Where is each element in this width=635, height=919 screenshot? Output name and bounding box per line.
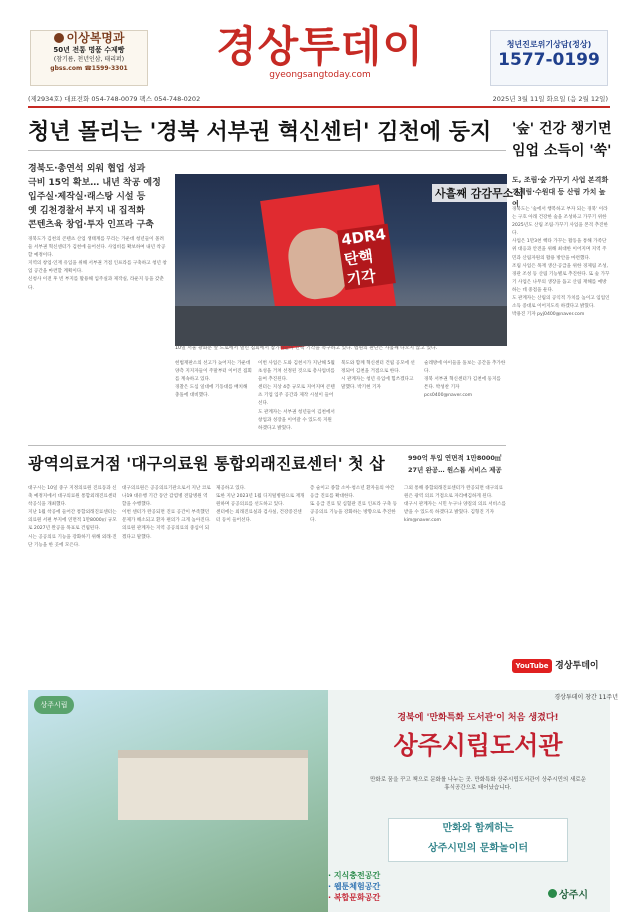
- second-col1: [28, 485, 118, 680]
- ad-title: 상주시립도서관: [393, 731, 563, 760]
- sangju-logo-text: 상주시: [559, 890, 588, 901]
- paragraph: 이번 센터가 완공되면 진료 공간이 부족했던 문제가 해소되고 환자 편의가 크게 높아진다.: [122, 510, 211, 524]
- lead-body-col4: [341, 360, 419, 440]
- side-subhead-line: 경제림·수원대 등 산림 가치 높여: [512, 188, 606, 208]
- lead-body-col1: [28, 236, 168, 436]
- paragraph: 시는 공공의료 기능을 강화하기 위해 외래·진단 기능을 한 곳에 모은다.: [28, 534, 117, 548]
- ad-stamp: 상주시립: [34, 696, 74, 714]
- ad-feature: · 지식충전공간: [328, 871, 381, 880]
- masthead-url[interactable]: gyeongsangtoday.com: [269, 70, 371, 80]
- photo-label: 사흘째 감감무소식: [432, 184, 527, 202]
- ad-products: (참기름, 천년인삼, 태리퍼): [53, 56, 125, 63]
- paragraph: 헌법재판소의 선고가 늦어지는 가운데 양측 지지자들이 주말부터 이어진 집회를 계속하고 있다.: [175, 361, 252, 383]
- lead-headline: 청년 몰리는 '경북 서부권 혁신센터' 김천에 둥지: [28, 120, 492, 145]
- paragraph: 경찰은 도심 일대에 기동대를 배치해 충돌에 대비했다.: [175, 385, 248, 399]
- ad-kicker: 경북에 '만화특화 도서관'이 처음 생겼다!: [397, 713, 559, 723]
- paragraph: 지역의 창업·인재 유입을 위해 서부권 거점 인프라를 구축하고 청년 창업 공간을 마련할 계획이다.: [28, 261, 167, 275]
- paragraph: 북도와 함께 혁신센터 건립 공모에 선정되어 김천을 거점으로 한다.: [341, 361, 415, 375]
- ad-tagline: 50년 전통 명품 수제빵: [53, 46, 125, 54]
- youtube-label: 경상투데이: [555, 661, 599, 671]
- paragraph: 이번 사업은 도와 김천시가 지난해 5월 초성을 거쳐 선정된 것으로 총사업비를 들여 추진된다.: [258, 361, 335, 383]
- paragraph: 도 관계자는 산림의 공익적 가치를 높이고 임업인 소득 증대로 이어지도록 하겠다고 밝혔다.: [512, 296, 610, 310]
- second-subhead-line: 990억 투입 연면적 1만8000㎡: [408, 454, 502, 462]
- paragraph: 대구의료원은 공공의료기관으로서 지난 코로나19 대유행 기간 동안 감염병 전담병원 역할을 수행했다.: [122, 486, 211, 508]
- lead-subhead-line: 옛 김천경찰서 부지 내 집적화: [28, 206, 145, 216]
- issue-strip: [28, 92, 608, 106]
- ad-feature-list: [328, 870, 380, 903]
- youtube-banner[interactable]: [512, 655, 610, 677]
- lead-subhead-line: 콘텐츠육 창업·투자 인프라 구축: [28, 220, 154, 230]
- lead-subhead-line: 입주실·제작실·래스탕 시설 등: [28, 192, 146, 202]
- lead-subhead-line: 경북도·총연석 외워 협업 성과: [28, 164, 146, 174]
- ad-site: gbss.com: [50, 65, 83, 72]
- paragraph: 제공하고 있다.: [216, 486, 246, 491]
- paragraph: 센터는 지상 4층 규모로 지어지며 콘텐츠 기업 입주 공간과 제작 시설이 들어선다.: [258, 385, 335, 407]
- lead-rule: [28, 150, 506, 151]
- paragraph: 또 응급 진료 및 심혈관 진료 인프라 구축 등 공공의료 기능을 강화하는 방향으로 추진한다.: [310, 502, 398, 524]
- lead-body-col2: [175, 360, 253, 440]
- sign-text: 4DR4 탄핵 기각: [337, 224, 396, 290]
- second-subhead-line: 27년 완공… 원스톱 서비스 제공: [408, 466, 502, 474]
- library-ad[interactable]: [28, 690, 618, 912]
- paragraph: 술레방에 아이들을 돌보는 공간을 추가한다.: [424, 361, 506, 375]
- ad-tagline-line: 만화와 함께하는: [442, 823, 514, 834]
- bakery-logo-icon: [54, 33, 64, 43]
- second-col5: [404, 485, 506, 680]
- paragraph: 층 술이고 종합 소아·청소년 환자들의 야간 응급 진료를 확대한다.: [310, 486, 395, 500]
- side-subhead-line: 도, 조림·숲 가꾸기 사업 본격화: [512, 176, 609, 184]
- second-subhead: [408, 452, 508, 476]
- paragraph: 지난 1월 착공에 들어간 통합외래진료센터는 의료원 서편 부지에 연면적 1만8000㎡ 규모로 2027년 완공을 목표로 건립된다.: [28, 510, 117, 532]
- crowd: [175, 306, 507, 346]
- second-col4: [310, 485, 400, 680]
- side-body: [512, 206, 610, 646]
- paragraph: 시 관계자는 청년 유입에 힘쓰겠다고 말했다. 박기현 기자: [341, 377, 414, 391]
- paragraph: 또한 지난 2023년 1월 디지털병원으로 재개원하며 공공의료를 선도하고 있다.: [216, 494, 305, 508]
- paragraph: 경북도가 김천의 콘텐츠 산업 생태계를 꾸리는 가운데 청년들이 몰려들 서부권 혁신센터가 김천에 들어선다. 사업비를 확보하여 내년 착공할 예정이다.: [28, 237, 166, 259]
- right-ad-phone: 1577-0199: [498, 50, 600, 70]
- youtube-icon: YouTube: [512, 659, 552, 673]
- library-building: [118, 750, 308, 820]
- paragraph: 그외 통해 종합외래진료센터가 완공되면 대구의료원은 광역 의료 거점으로 자리매김하게 된다.: [404, 486, 504, 500]
- ad-feature: · 웹툰체험공간: [328, 882, 381, 891]
- paragraph: 도 관계자는 서부권 청년들이 김천에서 창업과 성장을 이어갈 수 있도록 지원하겠다고 밝혔다.: [258, 409, 335, 431]
- ad-tagline-line: 상주시민의 문화놀이터: [427, 843, 529, 854]
- paragraph: 경북 서부권 혁신센터가 김천에 둥지를 튼다. 박성찬 기자 pcs0400@naver.com: [424, 377, 501, 399]
- second-headline: 광역의료거점 '대구의료원 통합외래진료센터' 첫 삽: [28, 454, 385, 473]
- right-header-ad: [490, 30, 608, 86]
- right-ad-title: 청년진로위기상담(정상): [506, 40, 592, 49]
- paragraph: 센터에는 외래진료실과 검사실, 건강증진센터 등이 들어선다.: [216, 510, 302, 524]
- lead-subhead-line: 극비 15억 확보… 내년 착공 예정: [28, 178, 161, 188]
- ad-phone: ☎1599-3301: [84, 65, 128, 72]
- ad-description: 만화로 꿈을 꾸고 책으로 문화를 나누는 곳. 만화특화 상주시립도서관이 상주시민의 새로운 휴식공간으로 태어났습니다.: [370, 777, 586, 791]
- side-subhead: [512, 174, 612, 210]
- paragraph: 신청사 이전 후 빈 부지를 활용해 입주실과 제작실, 라운지 등을 갖춘다.: [28, 277, 164, 291]
- paragraph: 사업은 1만3천 헥타 가꾸는 활동을 통해 가족단위 대응과 안전을 위해 최대한 이어지며 지역 주민과 산림자원의 활용 방안을 마련했다.: [512, 239, 607, 261]
- lead-body-col3: [258, 360, 336, 440]
- paragraph: 대구시 관계자는 시민 누구나 양질의 의료 서비스를 받을 수 있도록 하겠다고 밝혔다. 김형진 기자 kim@naver.com: [404, 502, 506, 524]
- issue-info: (제2934호) 대표전화 054-748-0079 팩스 054-748-0202: [28, 95, 201, 103]
- second-col2: [122, 485, 212, 680]
- lead-body-col5: [424, 360, 506, 440]
- ad-tagline-box: [388, 818, 568, 862]
- left-header-ad: [30, 30, 148, 86]
- paragraph: 조림 사업은 목재 생산·공급을 위한 경제림 조성, 경관 조성 등 산림 기능별로 추진한다. 또 숲 가꾸기 사업은 나무의 생장을 돕고 산림 재해를 예방하는 데 중점을 둔다.: [512, 263, 610, 293]
- header-rule: [28, 106, 610, 108]
- ad-brand: 이상복명과: [66, 31, 125, 45]
- second-rule: [28, 445, 506, 446]
- issue-date: 2025년 3월 11일 화요일 (음 2월 12일): [492, 95, 608, 103]
- sangju-logo-icon: [548, 889, 557, 898]
- side-headline: '숲' 건강 챙기면 임업 소득이 '쑥': [512, 121, 612, 159]
- sangju-logo: [548, 886, 588, 901]
- paragraph: 경북도는 '숲에서 행복하고 부자 되는 경북' 이라는 구호 아래 건강한 숲을 조성하고 가꾸기 위한 2025년도 산림 조림·가꾸기 사업을 본격 추진한다.: [512, 207, 608, 237]
- masthead: 경상투데이: [216, 22, 424, 71]
- paragraph: 대구시는 10일 중구 지정의료원 진료동과 신축 예정지에서 대구의료원 통합외래진료센터 착공식을 개최했다.: [28, 486, 117, 508]
- ad-feature: · 복합문화공간: [328, 893, 381, 902]
- second-col3: [216, 485, 306, 680]
- paragraph: 의료원 관계자는 지역 공공의료의 중심이 되겠다고 말했다.: [122, 526, 210, 540]
- anniversary-badge: 경상투데이 창간 11주년: [554, 694, 618, 701]
- ad-city-illustration: [28, 690, 328, 912]
- photo-caption: 10일 서울 광화문 앞 도로에서 열린 집회에서 참가자들이 탄핵 기각을 촉구하고 있다. 법원의 판단은 사흘째 나오지 않고 있다.: [175, 346, 438, 351]
- side-byline: 박용진 기자 pyj0400@naver.com: [512, 312, 585, 318]
- lead-subhead: [28, 162, 170, 232]
